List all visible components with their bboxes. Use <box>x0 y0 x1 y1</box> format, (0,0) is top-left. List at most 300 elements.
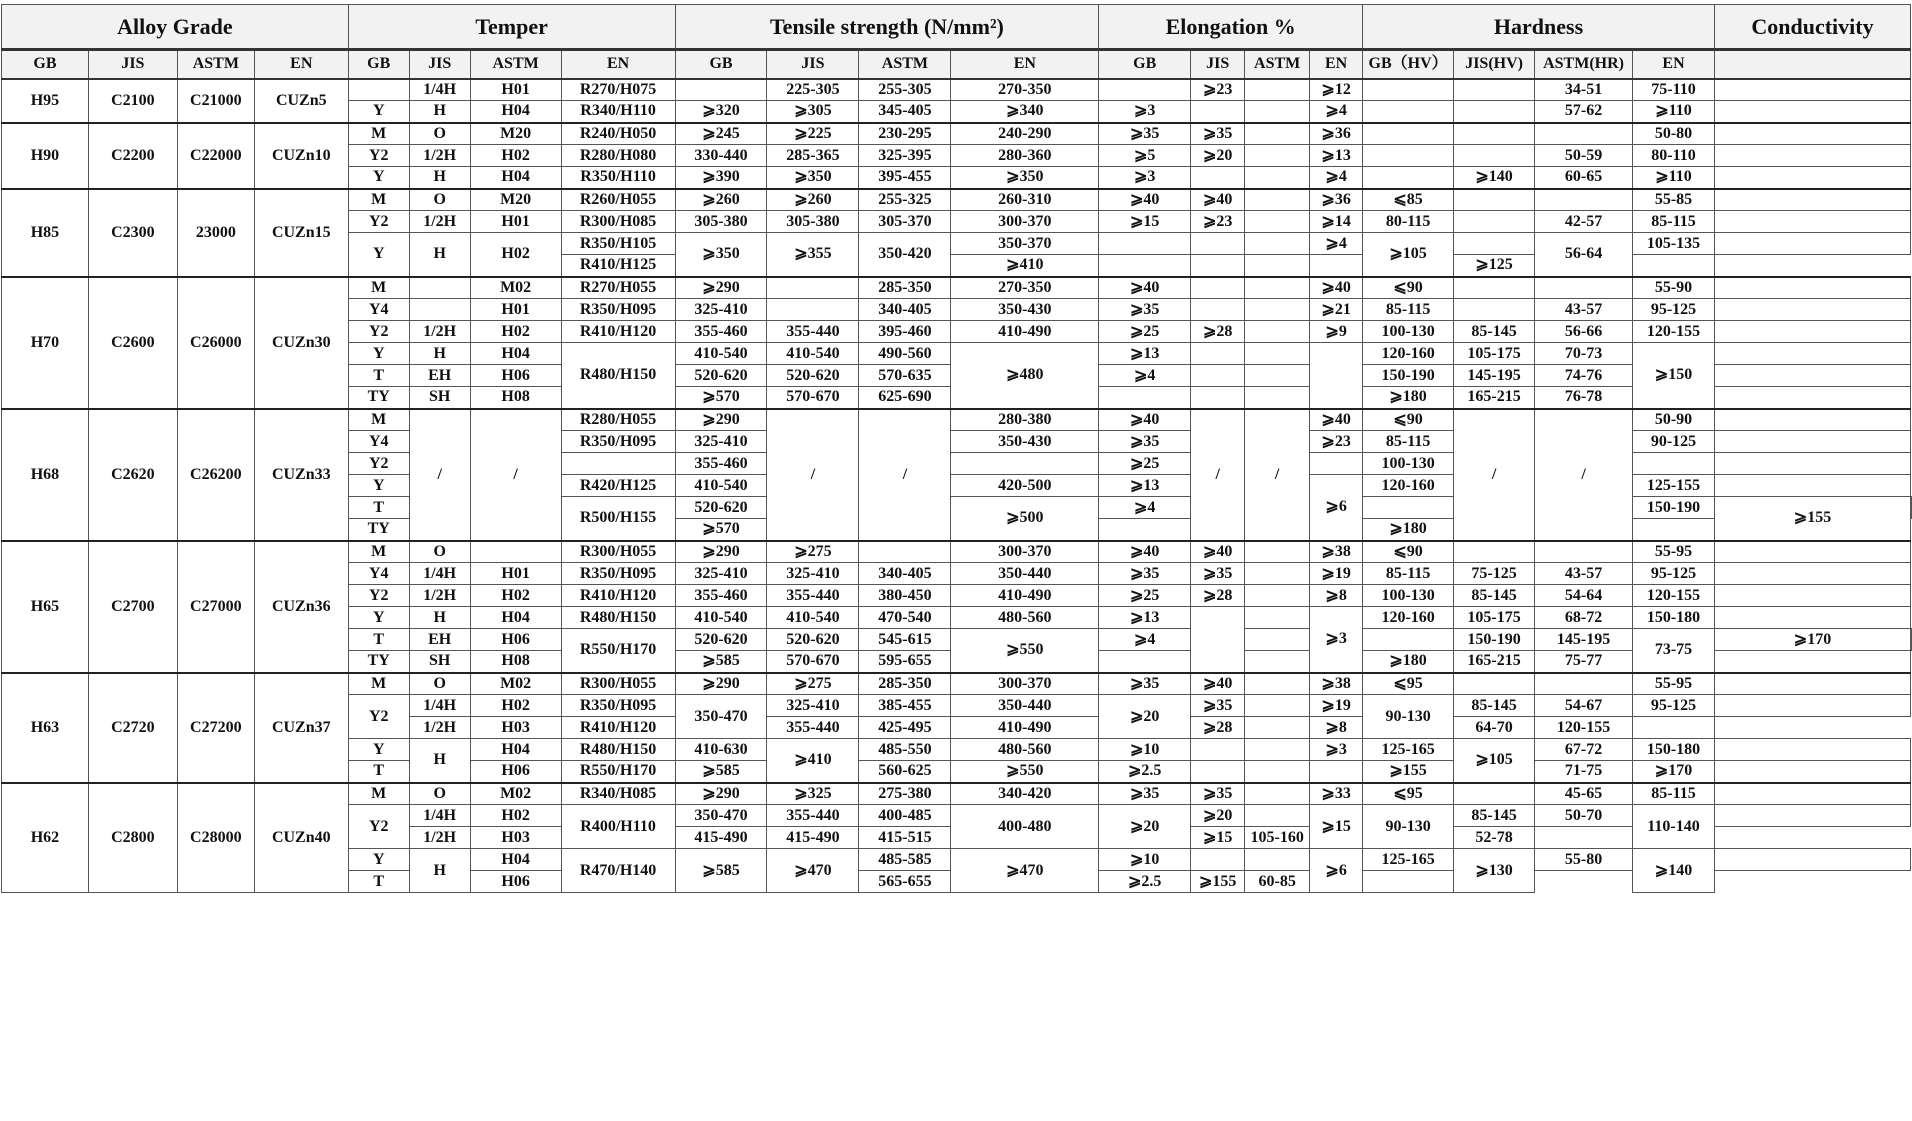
table-cell: ⩾180 <box>1363 651 1454 673</box>
table-cell: H04 <box>470 739 561 761</box>
table-cell: 50-59 <box>1535 145 1633 167</box>
table-cell <box>1714 189 1910 211</box>
table-cell: 165-215 <box>1454 387 1535 409</box>
table-cell: ⩾4 <box>1099 497 1191 519</box>
table-cell <box>1191 849 1245 871</box>
table-cell: R410/H120 <box>561 717 675 739</box>
table-cell: ⩾155 <box>1191 871 1245 893</box>
table-cell: 120-160 <box>1363 607 1454 629</box>
table-cell <box>1535 673 1633 695</box>
table-cell: H62 <box>2 783 89 893</box>
table-cell: 480-560 <box>951 607 1099 629</box>
table-cell: 240-290 <box>951 123 1099 145</box>
table-cell: 75-110 <box>1633 79 1715 101</box>
table-cell: / <box>1535 409 1633 541</box>
table-cell: 570-635 <box>859 365 951 387</box>
table-cell: ⩾125 <box>1454 255 1535 277</box>
table-cell: ⩾390 <box>675 167 767 189</box>
table-cell: 120-155 <box>1633 585 1715 607</box>
table-cell: M <box>348 189 409 211</box>
table-cell: 330-440 <box>675 145 767 167</box>
table-cell: 350-440 <box>951 695 1099 717</box>
table-cell: 42-57 <box>1535 211 1633 233</box>
table-cell: 275-380 <box>859 783 951 805</box>
table-cell: H01 <box>470 563 561 585</box>
table-cell: 100-130 <box>1363 321 1454 343</box>
table-row <box>2 783 1912 805</box>
table-cell: ⩾325 <box>767 783 859 805</box>
table-row <box>2 79 1912 101</box>
table-cell: ⩾35 <box>1099 563 1191 585</box>
table-cell <box>1245 321 1310 343</box>
table-cell: ⩾35 <box>1191 563 1245 585</box>
sub-header: GB <box>2 50 89 79</box>
table-cell: H04 <box>470 101 561 123</box>
table-cell <box>1714 651 1910 673</box>
table-cell: 43-57 <box>1535 563 1633 585</box>
group-header: Alloy Grade <box>2 5 349 50</box>
table-cell: 85-115 <box>1633 783 1715 805</box>
table-cell <box>1911 497 1912 519</box>
table-cell: Y <box>348 101 409 123</box>
table-cell <box>1714 475 1910 497</box>
sub-header: GB（HV） <box>1363 50 1454 79</box>
table-cell: ⩾290 <box>675 277 767 299</box>
table-cell <box>1245 145 1310 167</box>
table-cell: ⩾180 <box>1363 387 1454 409</box>
table-cell: ⩾40 <box>1099 409 1191 431</box>
table-cell: R410/H125 <box>561 255 675 277</box>
table-cell: ⩾21 <box>1310 299 1363 321</box>
table-cell: 60-65 <box>1535 167 1633 189</box>
table-cell: ⩾260 <box>767 189 859 211</box>
table-cell: ⩾13 <box>1099 607 1191 629</box>
table-cell: 125-155 <box>1633 475 1715 497</box>
table-cell: ⩾245 <box>675 123 767 145</box>
table-cell <box>1714 805 1910 827</box>
table-cell: ⩾36 <box>1310 189 1363 211</box>
table-cell: ⩾4 <box>1310 101 1363 123</box>
table-cell: 270-350 <box>951 79 1099 101</box>
table-cell: R280/H055 <box>561 409 675 431</box>
table-cell: 520-620 <box>675 629 767 651</box>
table-cell: ⩾480 <box>951 343 1099 409</box>
table-cell: 355-460 <box>675 453 767 475</box>
table-cell: 57-62 <box>1535 101 1633 123</box>
table-cell: H04 <box>470 607 561 629</box>
table-cell: TY <box>348 387 409 409</box>
table-cell: H <box>409 739 470 783</box>
table-cell: ⩾20 <box>1191 145 1245 167</box>
table-cell: R240/H050 <box>561 123 675 145</box>
sub-header: EN <box>1633 50 1715 79</box>
table-cell <box>1245 211 1310 233</box>
table-cell: 165-215 <box>1454 651 1535 673</box>
table-cell: 350-470 <box>675 805 767 827</box>
table-cell: 80-110 <box>1633 145 1715 167</box>
table-cell: 325-410 <box>767 563 859 585</box>
table-row <box>2 189 1912 211</box>
table-cell: ⩾275 <box>767 541 859 563</box>
table-cell: CUZn37 <box>254 673 348 783</box>
table-cell: 50-90 <box>1633 409 1715 431</box>
table-cell: C26200 <box>177 409 254 541</box>
table-cell: 55-90 <box>1633 277 1715 299</box>
table-cell: Y2 <box>348 805 409 849</box>
table-cell: H65 <box>2 541 89 673</box>
table-cell: ⩾130 <box>1454 849 1535 893</box>
table-cell <box>1191 739 1245 761</box>
table-cell: TY <box>348 519 409 541</box>
table-cell: SH <box>409 387 470 409</box>
table-cell: 145-195 <box>1535 629 1633 651</box>
table-cell <box>1363 871 1454 893</box>
table-cell <box>1245 607 1310 629</box>
sub-header: ASTM <box>177 50 254 79</box>
table-cell: ⩾35 <box>1099 431 1191 453</box>
table-cell: Y2 <box>348 211 409 233</box>
table-cell <box>1714 365 1910 387</box>
table-cell <box>1714 783 1910 805</box>
table-cell: H08 <box>470 387 561 409</box>
sub-header: JIS <box>1191 50 1245 79</box>
table-cell <box>1363 79 1454 101</box>
table-cell: ⩾140 <box>1633 849 1715 893</box>
sub-header: ASTM <box>470 50 561 79</box>
table-cell <box>1714 233 1910 255</box>
table-cell: 54-67 <box>1535 695 1633 717</box>
table-cell <box>1191 101 1245 123</box>
table-cell: 125-165 <box>1363 739 1454 761</box>
table-cell: ⩾5 <box>1099 145 1191 167</box>
table-cell: 60-85 <box>1245 871 1310 893</box>
table-cell: ⩾8 <box>1310 585 1363 607</box>
table-cell: 625-690 <box>859 387 951 409</box>
table-cell: 260-310 <box>951 189 1099 211</box>
table-cell: H01 <box>470 79 561 101</box>
table-cell: R350/H095 <box>561 299 675 321</box>
sub-header: ASTM <box>859 50 951 79</box>
table-cell <box>1714 563 1910 585</box>
table-cell: T <box>348 629 409 651</box>
table-cell: H <box>409 101 470 123</box>
table-cell: 110-140 <box>1633 805 1715 849</box>
table-cell <box>1245 629 1310 651</box>
table-cell: Y <box>348 233 409 277</box>
table-cell: Y <box>348 167 409 189</box>
table-cell: C21000 <box>177 79 254 123</box>
table-cell: 55-95 <box>1633 673 1715 695</box>
table-cell: 415-490 <box>675 827 767 849</box>
group-header: Elongation % <box>1099 5 1363 50</box>
table-cell: H85 <box>2 189 89 277</box>
table-cell: ⩾19 <box>1310 563 1363 585</box>
table-cell: 50-70 <box>1535 805 1633 827</box>
table-cell <box>1245 585 1310 607</box>
table-cell <box>1363 123 1454 145</box>
table-cell: 355-460 <box>675 321 767 343</box>
table-cell: ⩾23 <box>1191 211 1245 233</box>
table-cell: ⩾10 <box>1099 739 1191 761</box>
table-cell: 76-78 <box>1535 387 1633 409</box>
table-cell: 1/2H <box>409 717 470 739</box>
table-cell <box>1245 849 1310 871</box>
table-cell: ⩾470 <box>767 849 859 893</box>
table-cell: C27200 <box>177 673 254 783</box>
table-cell: H04 <box>470 849 561 871</box>
table-cell: ⩾150 <box>1633 343 1715 409</box>
table-cell: 340-420 <box>951 783 1099 805</box>
table-cell <box>1714 211 1910 233</box>
table-cell: C22000 <box>177 123 254 189</box>
table-cell: ⩾40 <box>1191 189 1245 211</box>
table-cell: / <box>767 409 859 541</box>
table-cell: C2800 <box>88 783 177 893</box>
table-cell: R500/H155 <box>561 497 675 541</box>
table-cell: 410-540 <box>767 343 859 365</box>
table-cell: 355-440 <box>767 321 859 343</box>
table-cell: ⩾585 <box>675 849 767 893</box>
table-cell: ⩾585 <box>675 761 767 783</box>
table-cell: C2200 <box>88 123 177 189</box>
table-cell: ⩾35 <box>1099 783 1191 805</box>
table-cell: ⩾25 <box>1099 321 1191 343</box>
table-cell: 470-540 <box>859 607 951 629</box>
table-cell <box>1714 167 1910 189</box>
table-cell: M02 <box>470 783 561 805</box>
table-cell <box>1454 189 1535 211</box>
table-cell <box>1714 145 1910 167</box>
table-cell: ⩾585 <box>675 651 767 673</box>
table-cell: O <box>409 673 470 695</box>
table-cell: 145-195 <box>1454 365 1535 387</box>
table-cell <box>1454 673 1535 695</box>
table-cell: 85-145 <box>1454 585 1535 607</box>
table-cell: R300/H055 <box>561 541 675 563</box>
table-cell: ⩾305 <box>767 101 859 123</box>
table-cell: 395-455 <box>859 167 951 189</box>
table-cell <box>1714 607 1910 629</box>
table-cell: 300-370 <box>951 673 1099 695</box>
sub-header: JIS <box>88 50 177 79</box>
table-cell: ⩾25 <box>1099 585 1191 607</box>
table-cell: Y <box>348 849 409 871</box>
table-cell <box>1099 651 1191 673</box>
table-cell: 1/4H <box>409 695 470 717</box>
table-cell: 410-540 <box>767 607 859 629</box>
table-cell: 73-75 <box>1633 629 1715 673</box>
table-cell <box>951 453 1099 475</box>
table-cell: H01 <box>470 299 561 321</box>
table-cell: R340/H110 <box>561 101 675 123</box>
table-cell <box>675 79 767 101</box>
table-cell: 480-560 <box>951 739 1099 761</box>
table-cell: H06 <box>470 629 561 651</box>
table-cell <box>1454 145 1535 167</box>
table-cell <box>1245 761 1310 783</box>
table-cell <box>1363 167 1454 189</box>
table-cell: T <box>348 497 409 519</box>
table-cell: 90-130 <box>1363 805 1454 849</box>
table-cell: ⩾40 <box>1310 409 1363 431</box>
table-cell: C26000 <box>177 277 254 409</box>
table-cell: R410/H120 <box>561 321 675 343</box>
table-cell: ⩾290 <box>675 409 767 431</box>
table-cell: ⩾570 <box>675 519 767 541</box>
table-cell: 355-460 <box>675 585 767 607</box>
table-cell: ⩾40 <box>1191 541 1245 563</box>
table-cell: ⩾155 <box>1363 761 1454 783</box>
table-cell: CUZn30 <box>254 277 348 409</box>
table-cell: H90 <box>2 123 89 189</box>
table-cell: ⩾13 <box>1310 145 1363 167</box>
table-cell: Y2 <box>348 145 409 167</box>
table-cell: 355-440 <box>767 585 859 607</box>
table-cell: 545-615 <box>859 629 951 651</box>
table-cell <box>1714 277 1910 299</box>
table-cell: R420/H125 <box>561 475 675 497</box>
table-cell <box>1714 299 1910 321</box>
table-cell: ⩾40 <box>1099 541 1191 563</box>
table-cell: 70-73 <box>1535 343 1633 365</box>
table-cell: ⩾33 <box>1310 783 1363 805</box>
table-cell: ⩾2.5 <box>1099 871 1191 893</box>
table-cell: 485-550 <box>859 739 951 761</box>
table-cell: H06 <box>470 871 561 893</box>
table-cell: C2600 <box>88 277 177 409</box>
table-cell <box>1245 805 1310 827</box>
table-cell <box>1245 189 1310 211</box>
table-cell: EH <box>409 629 470 651</box>
table-cell <box>1245 299 1310 321</box>
table-cell: ⩾9 <box>1310 321 1363 343</box>
table-cell <box>1191 277 1245 299</box>
table-cell: H08 <box>470 651 561 673</box>
table-cell: R350/H095 <box>561 431 675 453</box>
table-cell: 400-480 <box>951 805 1099 849</box>
table-cell: ⩾40 <box>1310 277 1363 299</box>
table-cell: 125-165 <box>1363 849 1454 871</box>
table-cell: 565-655 <box>859 871 951 893</box>
table-cell: ⩾140 <box>1454 167 1535 189</box>
table-cell <box>1714 739 1910 761</box>
table-cell: 120-160 <box>1363 343 1454 365</box>
table-cell: 150-180 <box>1633 739 1715 761</box>
table-cell: 485-585 <box>859 849 951 871</box>
table-cell: H04 <box>470 343 561 365</box>
table-cell: ⩾275 <box>767 673 859 695</box>
table-cell: 520-620 <box>675 497 767 519</box>
table-cell: CUZn15 <box>254 189 348 277</box>
table-cell: TY <box>348 651 409 673</box>
table-cell <box>1714 695 1910 717</box>
table-cell: H02 <box>470 585 561 607</box>
table-cell <box>1714 673 1910 695</box>
table-cell <box>1633 519 1715 541</box>
table-cell: ⩾170 <box>1633 761 1715 783</box>
table-cell: 355-440 <box>767 717 859 739</box>
table-cell: 80-115 <box>1363 211 1454 233</box>
table-cell: 75-77 <box>1535 651 1633 673</box>
table-cell: ⩾40 <box>1191 673 1245 695</box>
table-cell: 95-125 <box>1633 563 1715 585</box>
table-cell: H02 <box>470 805 561 827</box>
table-cell: 1/4H <box>409 79 470 101</box>
table-cell: 43-57 <box>1535 299 1633 321</box>
table-cell <box>1245 123 1310 145</box>
table-cell: ⩾38 <box>1310 541 1363 563</box>
table-cell: 280-380 <box>951 409 1099 431</box>
table-cell: R260/H055 <box>561 189 675 211</box>
table-cell: 570-670 <box>767 651 859 673</box>
sub-header: GB <box>1099 50 1191 79</box>
table-cell: R470/H140 <box>561 849 675 893</box>
table-cell: / <box>859 409 951 541</box>
table-cell: CUZn10 <box>254 123 348 189</box>
table-cell: R300/H085 <box>561 211 675 233</box>
table-cell: ⩾35 <box>1191 783 1245 805</box>
table-cell: ⩾20 <box>1191 805 1245 827</box>
table-cell: R410/H120 <box>561 585 675 607</box>
table-cell: H02 <box>470 233 561 277</box>
table-cell <box>1714 585 1910 607</box>
table-cell: 85-115 <box>1363 299 1454 321</box>
sub-header: EN <box>951 50 1099 79</box>
table-cell: H06 <box>470 761 561 783</box>
table-cell <box>1454 277 1535 299</box>
table-cell: ⩾170 <box>1714 629 1910 651</box>
table-cell: C2100 <box>88 79 177 123</box>
table-cell: R480/H150 <box>561 607 675 629</box>
table-cell: 95-125 <box>1633 695 1715 717</box>
table-cell: 285-350 <box>859 277 951 299</box>
table-cell: ⩾260 <box>675 189 767 211</box>
table-cell: T <box>348 871 409 893</box>
table-cell <box>1714 79 1910 101</box>
table-cell: ⩾550 <box>951 761 1099 783</box>
table-cell: Y2 <box>348 453 409 475</box>
table-cell: M <box>348 673 409 695</box>
table-cell: ⩾180 <box>1363 519 1454 541</box>
table-cell: 520-620 <box>767 365 859 387</box>
table-cell: 74-76 <box>1535 365 1633 387</box>
table-cell <box>1535 189 1633 211</box>
table-cell: ⩾36 <box>1310 123 1363 145</box>
table-cell: ⩾15 <box>1099 211 1191 233</box>
table-cell: ⩾290 <box>675 541 767 563</box>
table-cell: Y2 <box>348 321 409 343</box>
sub-header: GB <box>348 50 409 79</box>
table-cell: 325-395 <box>859 145 951 167</box>
table-cell: Y2 <box>348 695 409 739</box>
table-cell <box>409 277 470 299</box>
table-cell: ⩾35 <box>1099 123 1191 145</box>
table-cell <box>1245 343 1310 365</box>
table-cell: H <box>409 607 470 629</box>
table-cell: ⩾40 <box>1099 277 1191 299</box>
table-cell: ⩾290 <box>675 783 767 805</box>
table-cell: ⩾28 <box>1191 585 1245 607</box>
header-group-row <box>2 5 1912 50</box>
table-cell: ⩾10 <box>1099 849 1191 871</box>
table-cell: 400-485 <box>859 805 951 827</box>
table-cell: 54-64 <box>1535 585 1633 607</box>
table-cell: ⩾570 <box>675 387 767 409</box>
table-cell: 105-175 <box>1454 607 1535 629</box>
table-cell: 385-455 <box>859 695 951 717</box>
table-cell <box>1363 497 1454 519</box>
table-cell: R550/H170 <box>561 761 675 783</box>
